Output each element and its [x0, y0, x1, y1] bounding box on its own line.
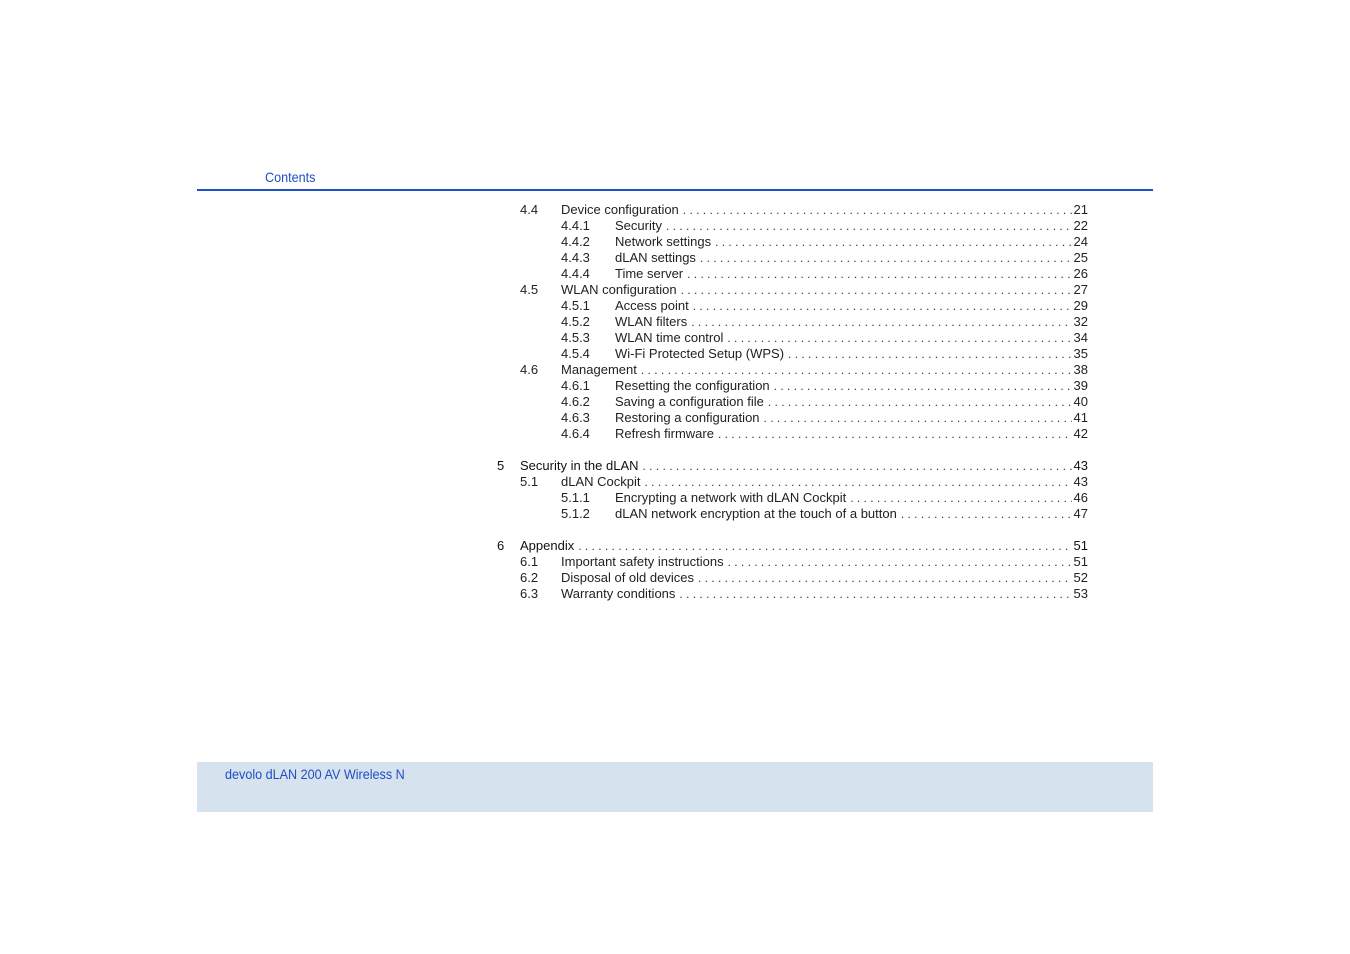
- toc-entry-page: 53: [1073, 586, 1088, 601]
- toc-entry-title: Restoring a configuration: [615, 410, 764, 426]
- toc-entry-page: 25: [1073, 250, 1088, 265]
- running-header: Contents: [265, 169, 316, 185]
- dot-leader: [643, 458, 1072, 474]
- toc-entry-page: 38: [1073, 362, 1088, 377]
- toc-entry-title: Important safety instructions: [561, 554, 728, 570]
- toc-entry[interactable]: [497, 506, 1088, 522]
- dot-leader: [691, 314, 1071, 330]
- toc-entry-page: 43: [1073, 474, 1088, 489]
- toc-entry-title: Appendix: [520, 538, 578, 554]
- toc-entry[interactable]: [497, 490, 1088, 506]
- toc-entry-number: 4.5.1: [561, 298, 590, 313]
- toc-entry-number: 4.5: [520, 282, 539, 297]
- toc-entry-title: Warranty conditions: [561, 586, 679, 602]
- toc-entry-page: 27: [1073, 282, 1088, 297]
- toc-entry-title: dLAN settings: [615, 250, 700, 266]
- toc-entry-title: WLAN filters: [615, 314, 691, 330]
- toc-entry[interactable]: [497, 346, 1088, 362]
- toc-entry-number: 5: [497, 458, 505, 473]
- toc-entry-page: 21: [1073, 202, 1088, 217]
- toc-entry-page: 43: [1073, 458, 1088, 473]
- toc-entry[interactable]: [497, 218, 1088, 234]
- dot-leader: [788, 346, 1071, 362]
- toc-entry-title: Encrypting a network with dLAN Cockpit: [615, 490, 850, 506]
- dot-leader: [764, 410, 1072, 426]
- toc-entry[interactable]: [497, 410, 1088, 426]
- table-of-contents: [497, 202, 1088, 602]
- toc-entry-page: 52: [1073, 570, 1088, 585]
- dot-leader: [715, 234, 1071, 250]
- toc-entry-number: 6.1: [520, 554, 539, 569]
- toc-entry-page: 51: [1073, 538, 1088, 553]
- toc-entry-number: 4.4: [520, 202, 539, 217]
- toc-entry-number: 4.6.1: [561, 378, 590, 393]
- toc-entry-title: Disposal of old devices: [561, 570, 698, 586]
- toc-entry-number: 6.3: [520, 586, 539, 601]
- toc-entry-number: 4.6: [520, 362, 539, 377]
- toc-entry-page: 29: [1073, 298, 1088, 313]
- toc-entry-title: Resetting the configuration: [615, 378, 774, 394]
- dot-leader: [683, 202, 1072, 218]
- toc-entry-page: 41: [1073, 410, 1088, 425]
- toc-entry-title: WLAN time control: [615, 330, 727, 346]
- toc-entry-page: 24: [1073, 234, 1088, 249]
- toc-entry-title: dLAN network encryption at the touch of a button: [615, 506, 901, 522]
- footer-product-name: devolo dLAN 200 AV Wireless N: [225, 766, 405, 782]
- toc-entry[interactable]: [497, 234, 1088, 250]
- toc-entry-title: dLAN Cockpit: [561, 474, 644, 490]
- toc-entry-number: 4.5.4: [561, 346, 590, 361]
- footer-bar: [197, 762, 1153, 812]
- toc-entry-page: 46: [1073, 490, 1088, 505]
- toc-entry-title: Time server: [615, 266, 687, 282]
- toc-entry[interactable]: [497, 474, 1088, 490]
- toc-entry-number: 5.1: [520, 474, 539, 489]
- toc-entry-number: 4.4.1: [561, 218, 590, 233]
- toc-entry[interactable]: [497, 202, 1088, 218]
- toc-entry-number: 4.5.2: [561, 314, 590, 329]
- toc-entry-page: 26: [1073, 266, 1088, 281]
- toc-entry-number: 4.6.3: [561, 410, 590, 425]
- toc-entry-title: Access point: [615, 298, 693, 314]
- toc-entry-page: 42: [1073, 426, 1088, 441]
- dot-leader: [644, 474, 1071, 490]
- toc-entry-number: 4.4.3: [561, 250, 590, 265]
- toc-entry-page: 32: [1073, 314, 1088, 329]
- toc-entry[interactable]: [497, 362, 1088, 378]
- toc-entry-page: 39: [1073, 378, 1088, 393]
- toc-entry[interactable]: [497, 426, 1088, 442]
- toc-entry-number: 5.1.2: [561, 506, 590, 521]
- toc-entry-number: 6.2: [520, 570, 539, 585]
- toc-entry-number: 4.4.4: [561, 266, 590, 281]
- toc-entry-page: 47: [1073, 506, 1088, 521]
- toc-entry-number: 6: [497, 538, 505, 553]
- dot-leader: [578, 538, 1071, 554]
- toc-entry[interactable]: [497, 298, 1088, 314]
- toc-entry[interactable]: [497, 314, 1088, 330]
- dot-leader: [718, 426, 1072, 442]
- toc-entry[interactable]: [497, 394, 1088, 410]
- toc-entry-title: Device configuration: [561, 202, 683, 218]
- header-divider: [197, 189, 1153, 191]
- toc-entry-number: 4.6.4: [561, 426, 590, 441]
- toc-entry-title: Management: [561, 362, 641, 378]
- toc-entry-number: 4.5.3: [561, 330, 590, 345]
- toc-entry-title: Network settings: [615, 234, 715, 250]
- dot-leader: [679, 586, 1071, 602]
- toc-entry[interactable]: [497, 570, 1088, 586]
- toc-entry[interactable]: [497, 378, 1088, 394]
- toc-entry[interactable]: [497, 330, 1088, 346]
- toc-entry-title: Wi-Fi Protected Setup (WPS): [615, 346, 788, 362]
- toc-entry-number: 4.4.2: [561, 234, 590, 249]
- dot-leader: [698, 570, 1072, 586]
- toc-entry[interactable]: [497, 586, 1088, 602]
- dot-leader: [774, 378, 1072, 394]
- dot-leader: [768, 394, 1072, 410]
- toc-entry-number: 4.6.2: [561, 394, 590, 409]
- dot-leader: [693, 298, 1072, 314]
- toc-entry-title: Security: [615, 218, 666, 234]
- toc-entry[interactable]: [497, 266, 1088, 282]
- dot-leader: [850, 490, 1071, 506]
- toc-entry[interactable]: [497, 554, 1088, 570]
- toc-entry[interactable]: [497, 250, 1088, 266]
- toc-entry-page: 34: [1073, 330, 1088, 345]
- dot-leader: [727, 330, 1071, 346]
- toc-entry-title: Refresh firmware: [615, 426, 718, 442]
- toc-entry-title: Security in the dLAN: [520, 458, 643, 474]
- dot-leader: [641, 362, 1072, 378]
- toc-entry-page: 51: [1073, 554, 1088, 569]
- dot-leader: [728, 554, 1072, 570]
- dot-leader: [681, 282, 1072, 298]
- toc-entry-page: 40: [1073, 394, 1088, 409]
- dot-leader: [666, 218, 1072, 234]
- toc-entry-title: WLAN configuration: [561, 282, 681, 298]
- toc-entry-title: Saving a configuration file: [615, 394, 768, 410]
- toc-entry-page: 35: [1073, 346, 1088, 361]
- toc-entry[interactable]: [497, 538, 1088, 554]
- toc-entry[interactable]: [497, 282, 1088, 298]
- dot-leader: [687, 266, 1071, 282]
- toc-entry-page: 22: [1073, 218, 1088, 233]
- toc-entry-number: 5.1.1: [561, 490, 590, 505]
- dot-leader: [700, 250, 1072, 266]
- dot-leader: [901, 506, 1072, 522]
- toc-entry[interactable]: [497, 458, 1088, 474]
